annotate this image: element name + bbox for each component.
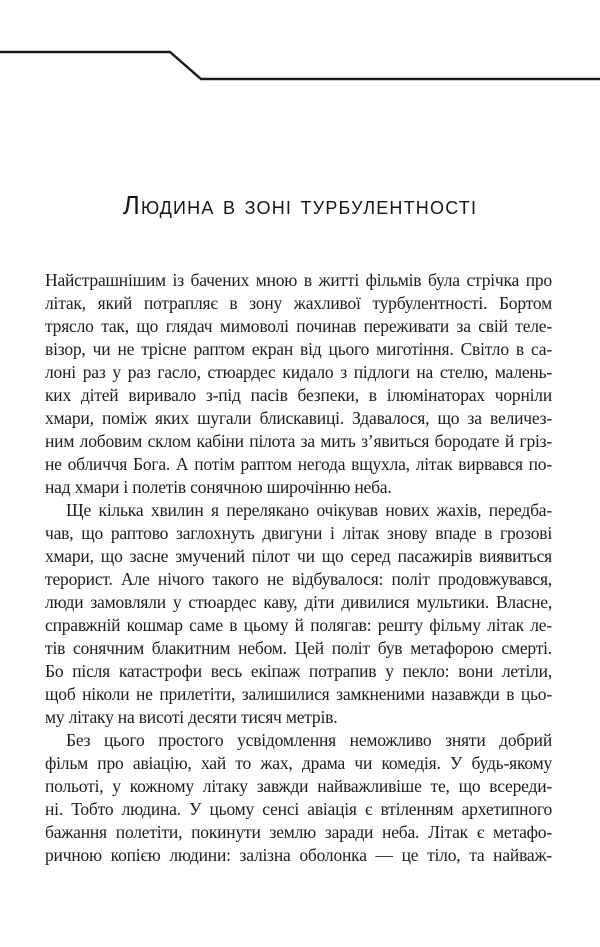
decorative-rule-line	[0, 52, 600, 79]
text-line: ких дітей виривало з-під пасів безпеки, в ілюмінаторах чорніли	[45, 385, 552, 405]
text-line: ричною копією людини: залізна оболонка — це тіло, та найваж-	[45, 845, 552, 865]
paragraph	[45, 729, 552, 867]
text-line: лоні раз у раз гасло, стюардес кидало з підлоги на стелю, малень-	[45, 362, 552, 382]
chapter-title: Людина в зоні турбулентності	[122, 190, 478, 220]
text-line: трясло так, що глядач мимоволі починав переживати за свій теле-	[45, 316, 552, 336]
body-text	[45, 269, 552, 867]
text-line: Без цього простого усвідомлення неможливо зняти добрий	[66, 730, 552, 750]
text-line: Ще кілька хвилин я перелякано очікував нових жахів, передба-	[66, 500, 552, 520]
text-line: ним лобовим склом кабіни пілота за мить з’явиться бородате й гріз-	[45, 431, 552, 451]
text-line: над хмари і полетів сонячною широчінню неба.	[45, 477, 392, 497]
text-line: Бо після катастрофи весь екіпаж потрапив у пекло: вони летіли,	[45, 661, 552, 681]
text-line: Найстрашнішим із бачених мною в житті фільмів була стрічка про	[45, 270, 552, 290]
text-line: польоті, у кожному літаку завжди найважливіше те, що всереди-	[45, 776, 552, 796]
text-line: щоб ніколи не прилетіти, залишилися замкненими назавжди в цьо-	[45, 684, 552, 704]
text-line: терорист. Але нічого такого не відбувалося: політ продовжувався,	[45, 569, 552, 589]
paragraph	[45, 499, 552, 729]
text-line: справжній кошмар саме в цьому й полягав: решту фільму літак ле-	[45, 615, 552, 635]
text-line: фільм про авіацію, хай то жах, драма чи комедія. У будь-якому	[45, 753, 552, 773]
text-line: бажання полетіти, покинути землю заради неба. Літак є метафо-	[45, 822, 552, 842]
text-line: му літаку на висоті десяти тисяч метрів.	[45, 707, 338, 727]
text-line: люди замовляли у стюардес каву, діти дивилися мультики. Власне,	[45, 592, 552, 612]
text-line: тів сонячним блакитним небом. Цей політ був метафорою смерті.	[45, 638, 552, 658]
text-line: візор, чи не трісне раптом екран від цього миготіння. Світло в са-	[45, 339, 552, 359]
paragraph	[45, 269, 552, 499]
text-line: літак, який потрапляє в зону жахливої турбулентності. Бортом	[45, 293, 552, 313]
text-line: хмари, поміж яких шугали блискавиці. Здавалося, що за величез-	[45, 408, 552, 428]
text-line: чав, що раптово заглохнуть двигуни і літак знову впаде в грозові	[45, 523, 552, 543]
chapter-header-rule	[0, 0, 600, 90]
text-line: хмари, що засне змучений пілот чи що серед пасажирів виявиться	[45, 546, 552, 566]
text-line: не обличчя Бога. А потім раптом негода вщухла, літак вирвався по-	[45, 454, 552, 474]
text-line: ні. Тобто людина. У цьому сенсі авіація є втіленням архетипного	[45, 799, 552, 819]
